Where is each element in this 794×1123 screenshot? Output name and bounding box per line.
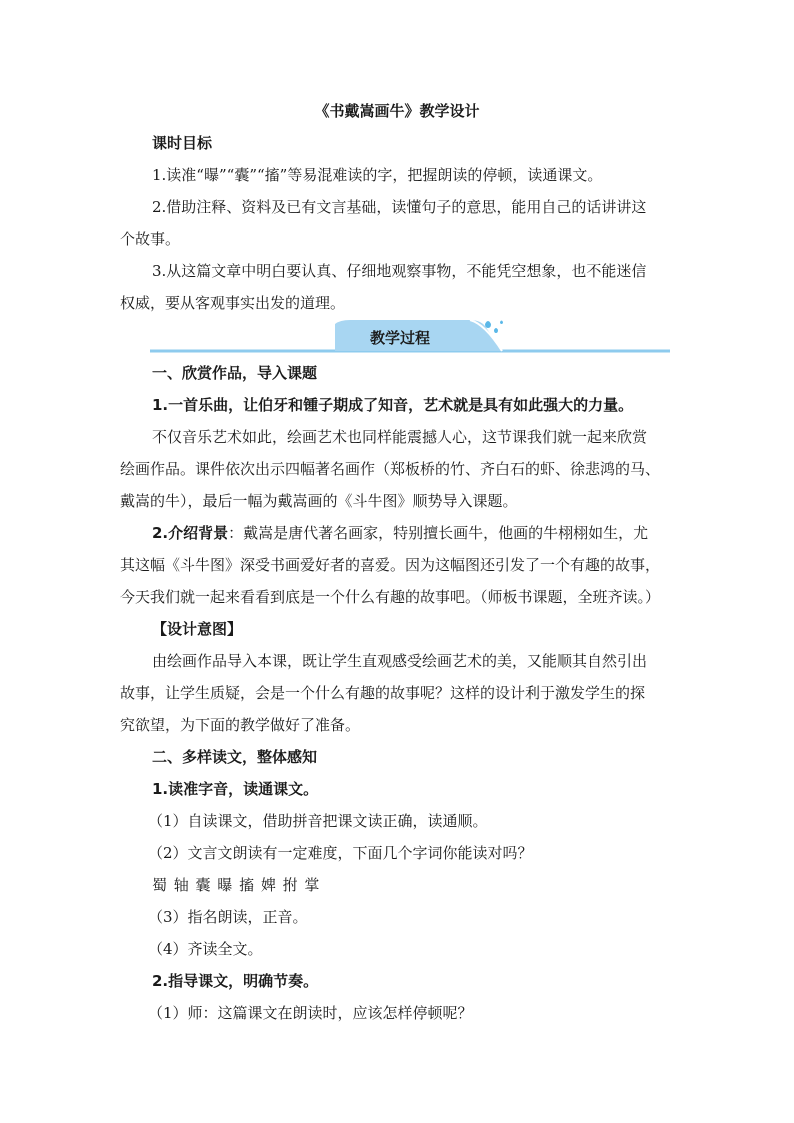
character-list: 蜀 轴 囊 曝 搐 婢 拊 掌 xyxy=(152,876,321,894)
background-label: 2.介绍背景 xyxy=(152,524,229,542)
objective-1: 1.读准“曝”“囊”“搐”等易混难读的字，把握朗读的停顿，读通课文。 xyxy=(152,166,603,184)
section-1-para-2-line-1: 不仅音乐艺术如此，绘画艺术也同样能震撼人心，这节课我们就一起来欣赏 xyxy=(152,428,648,446)
background-text: ：戴嵩是唐代著名画家，特别擅长画牛，他画的牛栩栩如生，尤 xyxy=(228,524,649,542)
page-title: 《书戴嵩画牛》教学设计 xyxy=(314,102,480,120)
section-2-item-2: （2）文言文朗读有一定难度，下面几个字词你能读对吗？ xyxy=(148,844,533,862)
section-1-para-2-line-2: 绘画作品。课件依次出示四幅著名画作（郑板桥的竹、齐白石的虾、徐悲鸿的马、 xyxy=(120,460,661,478)
section-2-item-1: （1）自读课文，借助拼音把课文读正确，读通顺。 xyxy=(148,812,488,830)
section-1-para-3-line-1 xyxy=(152,523,672,543)
section-2-heading: 二、多样读文，整体感知 xyxy=(152,748,318,766)
design-intent-line-3: 究欲望，为下面的教学做好了准备。 xyxy=(120,716,361,734)
teaching-process-banner xyxy=(150,316,670,356)
section-2-item-5: （1）师：这篇课文在朗读时，应该怎样停顿呢？ xyxy=(148,1004,473,1022)
section-2-item-4: （4）齐读全文。 xyxy=(148,940,263,958)
objectives-heading: 课时目标 xyxy=(152,134,213,152)
objective-3-line-1: 3.从这篇文章中明白要认真、仔细地观察事物，不能凭空想象，也不能迷信 xyxy=(152,262,647,280)
banner-label: 教学过程 xyxy=(370,329,431,347)
section-2-point-2: 2.指导课文，明确节奏。 xyxy=(152,972,319,990)
section-2-point-1: 1.读准字音，读通课文。 xyxy=(152,780,319,798)
objective-2-line-2: 个故事。 xyxy=(120,230,181,248)
design-intent-line-2: 故事，让学生质疑，会是一个什么有趣的故事呢？这样的设计利于激发学生的探 xyxy=(120,684,646,702)
section-1-para-3-line-3: 今天我们就一起来看看到底是一个什么有趣的故事吧。（师板书课题，全班齐读。） xyxy=(120,588,661,606)
section-1-point-1: 1.一首乐曲，让伯牙和锺子期成了知音，艺术就是具有如此强大的力量。 xyxy=(152,396,634,414)
section-1-para-3-line-2: 其这幅《斗牛图》深受书画爱好者的喜爱。因为这幅图还引发了一个有趣的故事， xyxy=(120,556,661,574)
design-intent-line-1: 由绘画作品导入本课，既让学生直观感受绘画艺术的美，又能顺其自然引出 xyxy=(152,652,648,670)
section-1-heading: 一、欣赏作品，导入课题 xyxy=(152,364,318,382)
objective-3-line-2: 权威，要从客观事实出发的道理。 xyxy=(120,294,346,312)
objective-2-line-1: 2.借助注释、资料及已有文言基础，读懂句子的意思，能用自己的话讲讲这 xyxy=(152,198,647,216)
section-2-item-3: （3）指名朗读，正音。 xyxy=(148,908,308,926)
section-1-para-2-line-3: 戴嵩的牛），最后一幅为戴嵩画的《斗牛图》顺势导入课题。 xyxy=(120,492,518,510)
design-intent-heading: 【设计意图】 xyxy=(152,620,243,638)
